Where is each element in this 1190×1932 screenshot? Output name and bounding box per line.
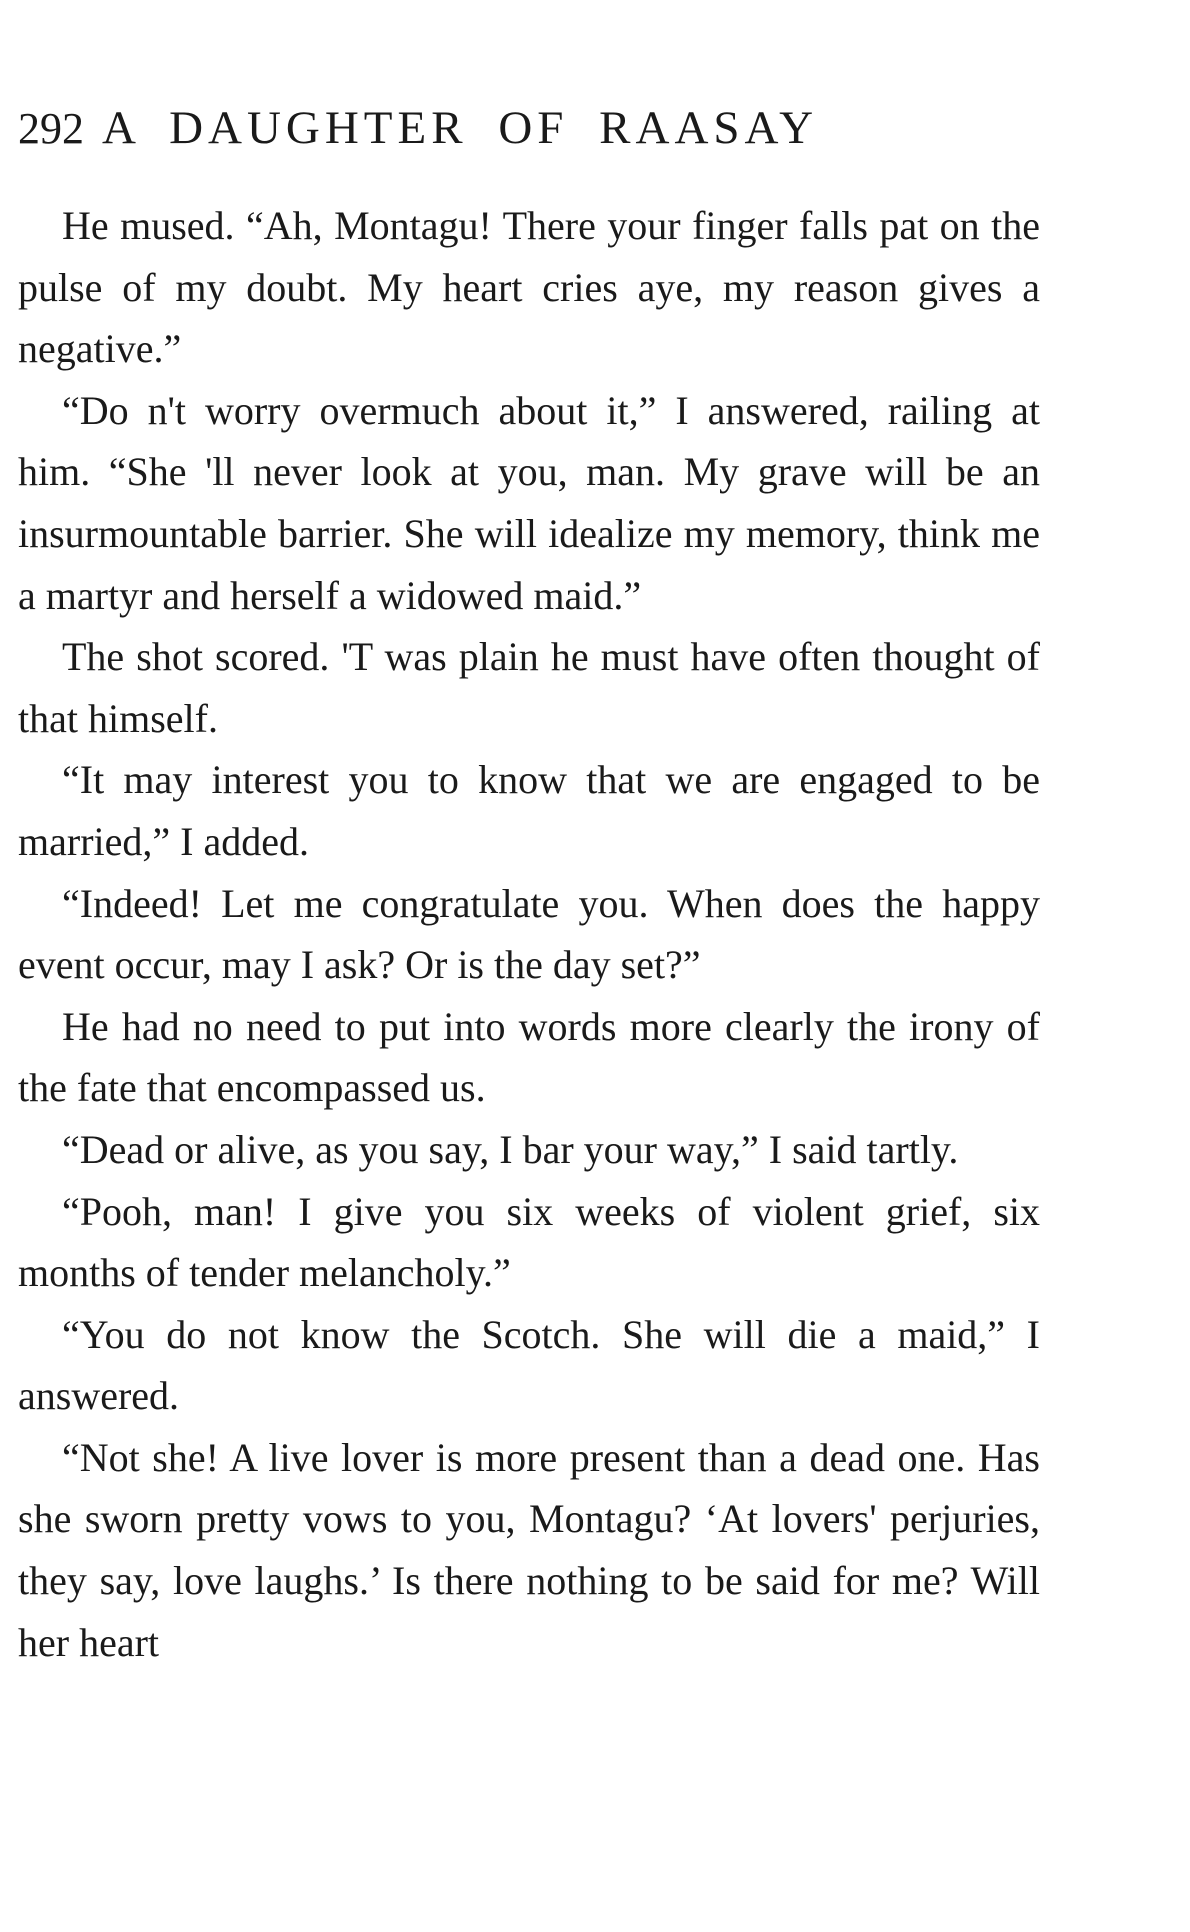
paragraph: He had no need to put into words more clearly the irony of the fate that encompassed us. — [18, 1003, 1040, 1111]
paragraph: “You do not know the Scotch. She will die a maid,” I answered. — [18, 1311, 1040, 1419]
page-number: 292 — [18, 104, 84, 153]
paragraph: “It may interest you to know that we are engaged to be married,” I added. — [18, 757, 1040, 864]
paragraph: “Indeed! Let me congratulate you. When does the happy event occur, may I ask? Or is the day set?” — [18, 880, 1040, 988]
paragraph: The shot scored. 'T was plain he must have often thought of that himself. — [18, 634, 1040, 741]
paragraph: “Dead or alive, as you say, I bar your way,” I said tartly. — [62, 1126, 959, 1172]
page-header — [18, 98, 1038, 158]
paragraph: “Not she! A live lover is more present than a dead one. Has she sworn pretty vows to you, Montagu? ‘At lovers' perjuries, they say, love laughs.’ Is there nothing to be said for me? Will her heart — [18, 1434, 1040, 1665]
paragraph: He mused. “Ah, Montagu! There your finger falls pat on the pulse of my doubt. My heart cries aye, my reason gives a negative.” — [18, 203, 1040, 372]
paragraph: “Pooh, man! I give you six weeks of violent grief, six months of tender melancholy.” — [18, 1188, 1040, 1296]
paragraph: “Do n't worry overmuch about it,” I answered, railing at him. “She 'll never look at you, man. My grave will be an insurmountable barrier. She will idealize my memory, think me a martyr and herself a widowed maid.” — [18, 387, 1040, 618]
running-title: A DAUGHTER OF RAASAY — [102, 102, 819, 154]
page-body — [18, 195, 1040, 1673]
